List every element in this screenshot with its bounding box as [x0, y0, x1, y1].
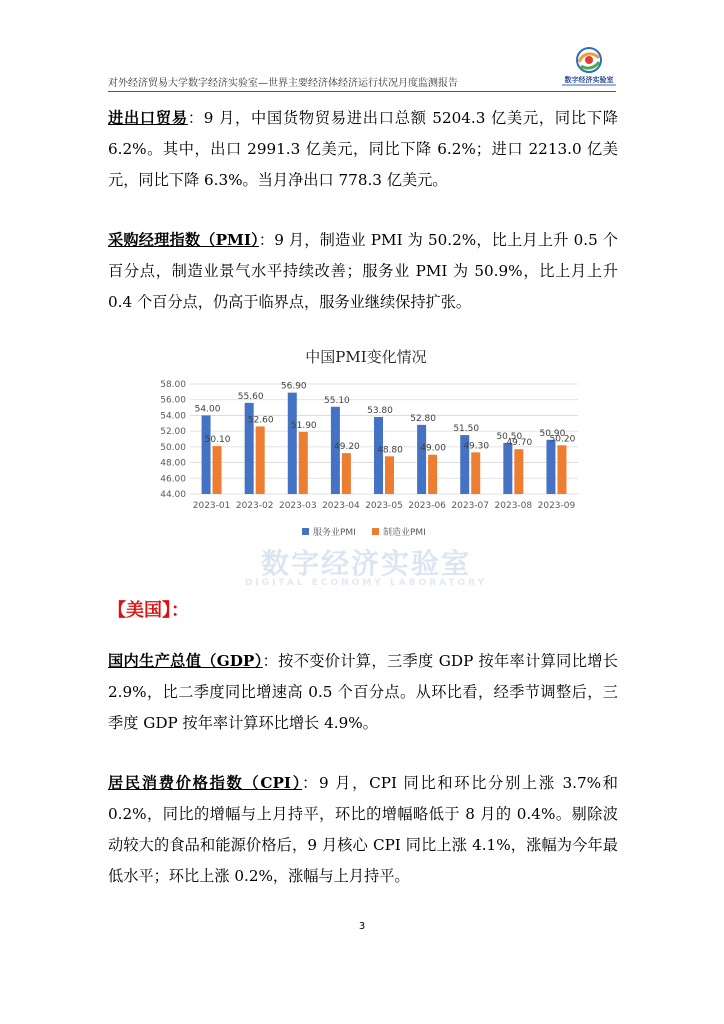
data-label: 52.80 — [410, 413, 436, 424]
gdp-body: ：按不变价计算，三季度 GDP 按年率计算同比增长 2.9%，比二季度同比增速高 0.5 个百分点。从环比看，经季节调整后，三季度 GDP 按年率计算环比增长 4.9%。 — [108, 652, 618, 732]
bar-manufacturing — [471, 452, 480, 494]
bar-services — [288, 393, 297, 494]
gdp-lead: 国内生产总值（GDP） — [108, 652, 263, 670]
chart-title: 中国PMI变化情况 — [305, 348, 427, 366]
x-tick-label: 2023-06 — [408, 501, 446, 511]
data-label: 49.20 — [334, 442, 360, 453]
bar-manufacturing — [557, 445, 566, 494]
y-tick-label: 48.00 — [160, 458, 186, 469]
data-label: 54.00 — [194, 404, 221, 415]
data-label: 49.00 — [420, 443, 446, 454]
bar-services — [202, 415, 211, 494]
watermark-text: 数字经济实验室 — [260, 547, 471, 580]
legend-label: 制造业PMI — [383, 528, 426, 538]
bar-manufacturing — [342, 453, 351, 494]
y-tick-label: 56.00 — [160, 395, 186, 406]
cpi-lead: 居民消费价格指数（CPI） — [108, 774, 303, 792]
trade-paragraph — [108, 103, 618, 196]
chart-y-ticks — [160, 380, 186, 500]
data-label: 50.20 — [549, 434, 576, 445]
data-label: 56.90 — [280, 381, 307, 392]
x-tick-label: 2023-03 — [278, 501, 317, 511]
legend-label: 服务业PMI — [313, 528, 356, 538]
y-tick-label: 52.00 — [160, 427, 186, 438]
bar-services — [374, 417, 383, 494]
y-tick-label: 44.00 — [160, 490, 186, 500]
pmi-paragraph — [108, 225, 618, 318]
x-tick-label: 2023-04 — [322, 501, 360, 511]
trade-body: ：9 月，中国货物贸易进出口总额 5204.3 亿美元，同比下降 6.2%。其中，出口 2991.3 亿美元，同比下降 6.2%；进口 2213.0 亿美元，同比下降 6.3%。当月净出口 778.3 亿美元。 — [108, 109, 618, 189]
chart-x-ticks — [193, 501, 576, 511]
page-number: 3 — [358, 921, 366, 932]
y-tick-label: 54.00 — [160, 411, 186, 422]
cpi-paragraph — [108, 768, 618, 892]
data-label: 51.90 — [290, 420, 317, 431]
cpi-body: ：9 月，CPI 同比和环比分别上涨 3.7%和 0.2%，同比的增幅与上月持平，环比的增幅略低于 8 月的 0.4%。剔除波动较大的食品和能源价格后，9 月核心 CPI 同比上涨 4.1%，涨幅为今年最低水平；环比上涨 0.2%，涨幅与上月持平。 — [108, 774, 618, 885]
bar-manufacturing — [385, 456, 394, 494]
logo-underline — [562, 84, 616, 86]
data-label: 50.10 — [204, 435, 231, 446]
y-tick-label: 50.00 — [160, 442, 186, 453]
data-label: 55.60 — [237, 391, 264, 402]
data-label: 49.30 — [463, 441, 490, 452]
data-label: 48.80 — [377, 445, 403, 456]
section-heading-us: 【美国】： — [108, 600, 189, 621]
data-label: 52.60 — [247, 415, 274, 426]
watermark-subtext: DIGITAL ECONOMY LABORATORY — [244, 578, 488, 588]
x-tick-label: 2023-02 — [235, 501, 274, 511]
pmi-bar-chart — [150, 342, 582, 554]
bar-manufacturing — [256, 426, 265, 494]
bar-manufacturing — [428, 455, 437, 494]
trade-lead: 进出口贸易 — [108, 109, 188, 127]
pmi-lead: 采购经理指数（PMI） — [108, 231, 259, 249]
legend-swatch — [372, 528, 379, 535]
data-label: 49.70 — [506, 438, 533, 449]
data-label: 53.80 — [367, 406, 393, 416]
data-label: 55.10 — [324, 395, 350, 406]
x-tick-label: 2023-09 — [537, 501, 576, 511]
x-tick-label: 2023-01 — [192, 501, 231, 511]
bar-manufacturing — [514, 449, 523, 494]
legend-swatch — [302, 528, 309, 535]
bar-manufacturing — [299, 432, 308, 494]
x-tick-label: 2023-08 — [494, 501, 533, 511]
pmi-body: ：9 月，制造业 PMI 为 50.2%，比上月上升 0.5 个百分点，制造业景气水平持续改善；服务业 PMI 为 50.9%，比上月上升 0.4 个百分点，仍高于临界点，服务业继续保持扩张。 — [108, 231, 618, 311]
data-label: 51.50 — [453, 424, 480, 435]
running-header: 对外经济贸易大学数字经济实验室—世界主要经济体经济运行状况月度监测报告 — [108, 78, 458, 89]
bar-services — [503, 443, 512, 494]
bar-services — [417, 425, 426, 494]
bar-manufacturing — [213, 446, 222, 494]
header-rule — [108, 91, 616, 92]
logo-text: 数字经济实验室 — [564, 76, 614, 84]
y-tick-label: 46.00 — [160, 474, 186, 485]
x-tick-label: 2023-07 — [451, 501, 490, 511]
bar-services — [546, 440, 555, 494]
data-label: 50.90 — [539, 428, 566, 439]
data-label: 50.50 — [496, 431, 523, 442]
globe-logo-icon — [575, 46, 603, 74]
y-tick-label: 58.00 — [160, 380, 186, 390]
lab-logo — [562, 46, 616, 90]
x-tick-label: 2023-05 — [365, 501, 403, 511]
chart-legend — [302, 526, 426, 538]
gdp-paragraph — [108, 646, 618, 739]
